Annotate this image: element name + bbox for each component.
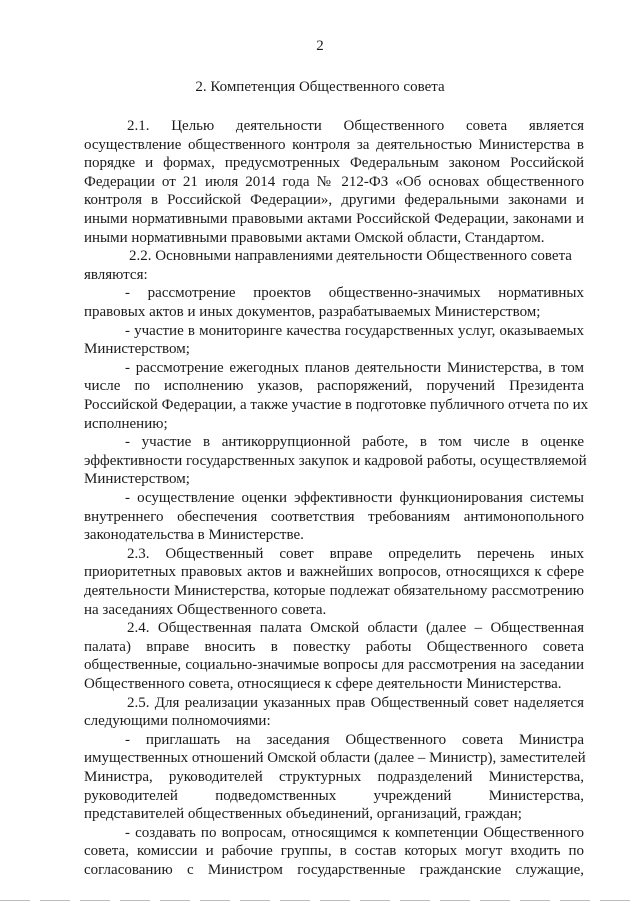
text-line: Министра, руководителей структурных подразделений Министерства, [84, 769, 584, 785]
text-line: являются: [84, 266, 148, 283]
text-line: иными нормативными правовыми актами Омской области, Стандартом. [84, 229, 545, 246]
text-line: эффективности государственных закупок и кадровой работы, осуществляемой [84, 452, 587, 469]
text-line: Министерством; [84, 471, 190, 488]
text-line: представителей общественных объединений, организаций, граждан; [84, 806, 522, 823]
text-line: - приглашать на заседания Общественного совета Министра [125, 731, 584, 748]
text-line: приоритетных правовых актов и важнейших вопросов, относящихся к сфере [84, 564, 584, 581]
text-line: имущественных отношений Омской области (далее – Министр), заместителей [84, 750, 586, 767]
text-line: - осуществление оценки эффективности функционирования системы [125, 490, 584, 506]
text-line: совета, комиссии и рабочие группы, в состав которых могут входить по [84, 843, 584, 860]
text-line: Общественного совета, относящиеся к сфере деятельности Министерства. [84, 676, 562, 692]
text-line: порядке и формах, предусмотренных Федеральным законом Российской [84, 155, 584, 172]
text-line: деятельности Министерства, которые подлежат обязательному рассмотрению [84, 583, 584, 599]
scan-edge-divider [0, 900, 640, 901]
text-line: 2.4. Общественная палата Омской области (далее – Общественная [127, 620, 584, 637]
text-line: общественные, социально-значимые вопросы для рассмотрения на заседании [84, 657, 584, 674]
text-line: на заседаниях Общественного совета. [84, 601, 327, 618]
text-line: следующими полномочиями: [84, 713, 271, 730]
text-line: - создавать по вопросам, относящимся к компетенции Общественного [125, 824, 584, 841]
text-line: Федерации от 21 июля 2014 года № 212-ФЗ «Об основах общественного [84, 173, 584, 190]
text-line: иными нормативными правовыми актами Российской Федерации, законами и [84, 211, 584, 227]
text-line: Российской Федерации, а также участие в подготовке публичного отчета по их [84, 397, 589, 413]
text-line: контроля в Российской Федерации», другими федеральными законами и [84, 192, 584, 209]
text-line: внутреннего обеспечения соответствия требованиям антимонопольного [84, 508, 584, 525]
text-line: палата) вправе вносить в повестку работы Общественного совета [84, 638, 584, 655]
text-line: осуществление общественного контроля за деятельностью Министерства в [84, 136, 584, 153]
text-line: - участие в мониторинге качества государственных услуг, оказываемых [125, 322, 584, 339]
text-line: числе по исполнению указов, распоряжений, поручений Президента [84, 378, 584, 395]
text-line: 2.5. Для реализации указанных прав Общественный совет наделяется [127, 694, 584, 711]
text-line: - рассмотрение ежегодных планов деятельности Министерства, в том [125, 359, 584, 376]
text-line: согласованию с Министром государственные гражданские служащие, [84, 862, 584, 878]
text-line: 2.2. Основными направлениями деятельности Общественного совета [129, 248, 572, 265]
text-line: правовых актов и иных документов, разрабатываемых Министерством; [84, 304, 541, 320]
text-line: руководителей подведомственных учреждений Министерства, [84, 787, 584, 804]
text-line: 2.3. Общественный совет вправе определить перечень иных [127, 545, 584, 562]
text-line: исполнению; [84, 415, 168, 432]
text-line: - рассмотрение проектов общественно-значимых нормативных [125, 285, 584, 302]
section-heading: 2. Компетенция Общественного совета [195, 79, 445, 95]
text-line: 2.1. Целью деятельности Общественного совета является [127, 118, 584, 134]
page-number: 2 [316, 38, 324, 54]
text-line: - участие в антикоррупционной работе, в том числе в оценке [125, 434, 584, 451]
text-line: законодательства в Министерстве. [84, 527, 304, 544]
text-line: Министерством; [84, 341, 190, 358]
